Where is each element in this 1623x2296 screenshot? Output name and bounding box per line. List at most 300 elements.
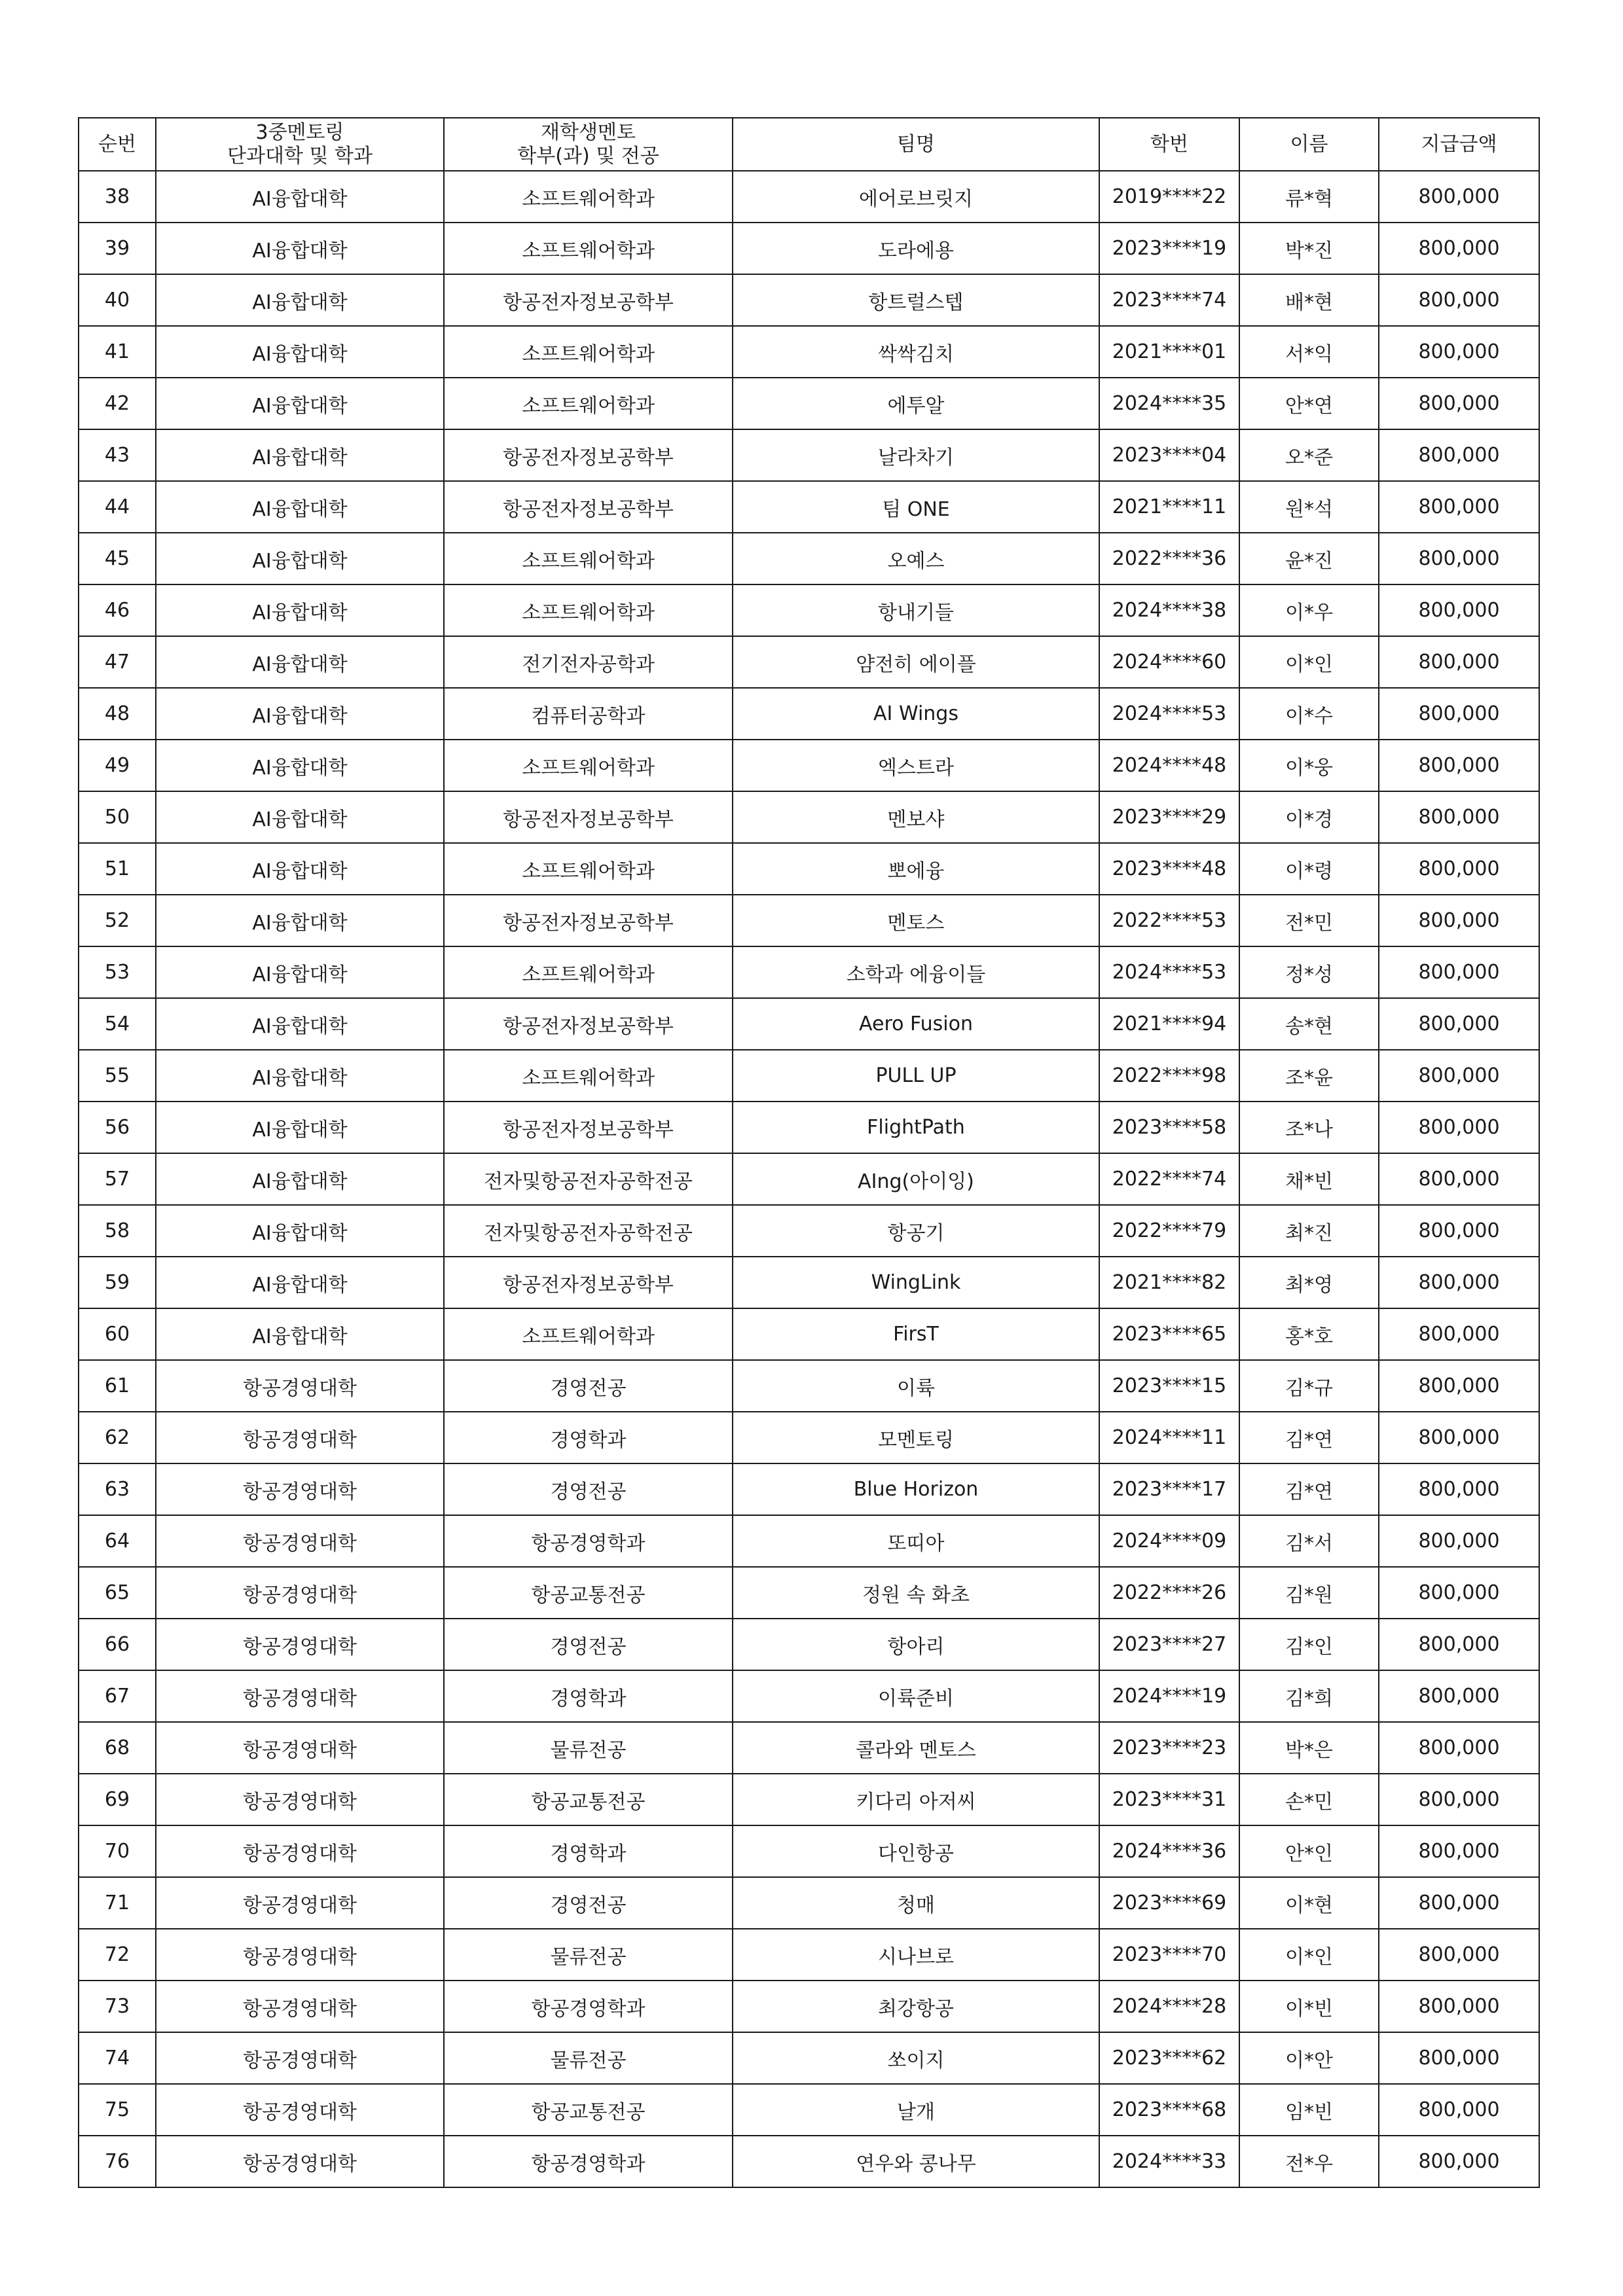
cell-student-id: 2023****69: [1099, 1877, 1239, 1929]
cell-dept: 물류전공: [444, 1722, 733, 1774]
cell-seq: 75: [79, 2084, 156, 2136]
cell-college: AI융합대학: [156, 481, 444, 533]
cell-team: 이륙준비: [733, 1670, 1099, 1722]
cell-dept: 항공교통전공: [444, 2084, 733, 2136]
cell-dept: 물류전공: [444, 2032, 733, 2084]
cell-amount: 800,000: [1379, 1257, 1539, 1308]
table-row: [79, 326, 1539, 378]
cell-student-id: 2024****36: [1099, 1825, 1239, 1877]
cell-team: 청매: [733, 1877, 1099, 1929]
cell-seq: 58: [79, 1205, 156, 1257]
cell-student-id: 2024****19: [1099, 1670, 1239, 1722]
cell-college: 항공경영대학: [156, 1981, 444, 2032]
cell-amount: 800,000: [1379, 1722, 1539, 1774]
cell-amount: 800,000: [1379, 2032, 1539, 2084]
cell-dept: 항공전자정보공학부: [444, 998, 733, 1050]
cell-dept: 소프트웨어학과: [444, 533, 733, 584]
cell-team: 콜라와 멘토스: [733, 1722, 1099, 1774]
cell-team: Aero Fusion: [733, 998, 1099, 1050]
header-name: 이름: [1239, 118, 1379, 171]
cell-college: AI융합대학: [156, 533, 444, 584]
cell-student-id: 2023****29: [1099, 791, 1239, 843]
cell-dept: 소프트웨어학과: [444, 223, 733, 274]
table-row: [79, 1619, 1539, 1670]
cell-team: 오예스: [733, 533, 1099, 584]
cell-college: AI융합대학: [156, 1050, 444, 1102]
cell-name: 안*인: [1239, 1825, 1379, 1877]
cell-college: 항공경영대학: [156, 1360, 444, 1412]
cell-team: 연우와 콩나무: [733, 2136, 1099, 2187]
cell-amount: 800,000: [1379, 1050, 1539, 1102]
cell-amount: 800,000: [1379, 1153, 1539, 1205]
table-body: [79, 171, 1539, 2187]
cell-college: AI융합대학: [156, 223, 444, 274]
cell-amount: 800,000: [1379, 688, 1539, 740]
table-row: [79, 1877, 1539, 1929]
cell-college: AI융합대학: [156, 274, 444, 326]
table-row: [79, 223, 1539, 274]
cell-dept: 항공전자정보공학부: [444, 791, 733, 843]
cell-student-id: 2023****19: [1099, 223, 1239, 274]
cell-seq: 62: [79, 1412, 156, 1463]
cell-amount: 800,000: [1379, 223, 1539, 274]
cell-team: 팀 ONE: [733, 481, 1099, 533]
cell-seq: 49: [79, 740, 156, 791]
cell-college: AI융합대학: [156, 1153, 444, 1205]
cell-name: 김*희: [1239, 1670, 1379, 1722]
cell-team: 모멘토링: [733, 1412, 1099, 1463]
header-dept-line2: 학부(과) 및 전공: [517, 144, 659, 168]
cell-team: 다인항공: [733, 1825, 1099, 1877]
cell-name: 박*은: [1239, 1722, 1379, 1774]
cell-name: 이*빈: [1239, 1981, 1379, 2032]
cell-name: 이*안: [1239, 2032, 1379, 2084]
cell-student-id: 2022****74: [1099, 1153, 1239, 1205]
cell-name: 김*연: [1239, 1412, 1379, 1463]
cell-college: 항공경영대학: [156, 2084, 444, 2136]
cell-team: 뽀에융: [733, 843, 1099, 895]
cell-college: AI융합대학: [156, 946, 444, 998]
cell-seq: 45: [79, 533, 156, 584]
cell-dept: 소프트웨어학과: [444, 326, 733, 378]
cell-amount: 800,000: [1379, 1463, 1539, 1515]
table-row: [79, 1308, 1539, 1360]
cell-team: 날개: [733, 2084, 1099, 2136]
cell-dept: 항공전자정보공학부: [444, 1102, 733, 1153]
table-row: [79, 791, 1539, 843]
cell-student-id: 2019****22: [1099, 171, 1239, 223]
cell-seq: 73: [79, 1981, 156, 2032]
table-row: [79, 1463, 1539, 1515]
cell-student-id: 2023****27: [1099, 1619, 1239, 1670]
cell-amount: 800,000: [1379, 1205, 1539, 1257]
cell-dept: 항공경영학과: [444, 2136, 733, 2187]
cell-student-id: 2022****79: [1099, 1205, 1239, 1257]
cell-dept: 항공경영학과: [444, 1981, 733, 2032]
cell-name: 이*우: [1239, 584, 1379, 636]
cell-student-id: 2024****53: [1099, 946, 1239, 998]
cell-name: 윤*진: [1239, 533, 1379, 584]
table-row: [79, 1929, 1539, 1981]
cell-team: 항내기들: [733, 584, 1099, 636]
cell-team: 키다리 아저씨: [733, 1774, 1099, 1825]
cell-dept: 물류전공: [444, 1929, 733, 1981]
cell-seq: 74: [79, 2032, 156, 2084]
cell-seq: 54: [79, 998, 156, 1050]
cell-student-id: 2021****82: [1099, 1257, 1239, 1308]
cell-name: 최*진: [1239, 1205, 1379, 1257]
cell-college: AI융합대학: [156, 843, 444, 895]
cell-name: 전*민: [1239, 895, 1379, 946]
cell-team: WingLink: [733, 1257, 1099, 1308]
cell-student-id: 2023****15: [1099, 1360, 1239, 1412]
cell-student-id: 2023****17: [1099, 1463, 1239, 1515]
table-header-row: [79, 118, 1539, 171]
cell-college: AI융합대학: [156, 1205, 444, 1257]
table-row: [79, 843, 1539, 895]
cell-dept: 소프트웨어학과: [444, 1050, 733, 1102]
cell-seq: 76: [79, 2136, 156, 2187]
cell-dept: 전자및항공전자공학전공: [444, 1153, 733, 1205]
cell-dept: 전자및항공전자공학전공: [444, 1205, 733, 1257]
cell-team: 멘보샤: [733, 791, 1099, 843]
cell-college: 항공경영대학: [156, 1619, 444, 1670]
cell-amount: 800,000: [1379, 533, 1539, 584]
cell-name: 김*규: [1239, 1360, 1379, 1412]
cell-college: 항공경영대학: [156, 1929, 444, 1981]
table-row: [79, 2084, 1539, 2136]
table-row: [79, 1050, 1539, 1102]
cell-student-id: 2024****28: [1099, 1981, 1239, 2032]
cell-amount: 800,000: [1379, 1774, 1539, 1825]
cell-amount: 800,000: [1379, 378, 1539, 429]
cell-seq: 46: [79, 584, 156, 636]
table-row: [79, 1825, 1539, 1877]
table-row: [79, 1153, 1539, 1205]
cell-amount: 800,000: [1379, 791, 1539, 843]
table-row: [79, 429, 1539, 481]
cell-team: 이륙: [733, 1360, 1099, 1412]
cell-dept: 소프트웨어학과: [444, 584, 733, 636]
cell-amount: 800,000: [1379, 740, 1539, 791]
cell-dept: 소프트웨어학과: [444, 171, 733, 223]
cell-student-id: 2022****36: [1099, 533, 1239, 584]
cell-amount: 800,000: [1379, 998, 1539, 1050]
cell-college: AI융합대학: [156, 584, 444, 636]
cell-student-id: 2023****62: [1099, 2032, 1239, 2084]
cell-seq: 44: [79, 481, 156, 533]
table-row: [79, 1515, 1539, 1567]
cell-name: 원*석: [1239, 481, 1379, 533]
table-row: [79, 1981, 1539, 2032]
cell-team: 엑스트라: [733, 740, 1099, 791]
cell-team: 도라에용: [733, 223, 1099, 274]
cell-team: 쏘이지: [733, 2032, 1099, 2084]
cell-seq: 59: [79, 1257, 156, 1308]
cell-amount: 800,000: [1379, 1360, 1539, 1412]
cell-name: 서*익: [1239, 326, 1379, 378]
table-row: [79, 171, 1539, 223]
cell-college: AI융합대학: [156, 1102, 444, 1153]
cell-seq: 40: [79, 274, 156, 326]
cell-college: AI융합대학: [156, 1308, 444, 1360]
cell-dept: 경영학과: [444, 1825, 733, 1877]
cell-team: 또띠아: [733, 1515, 1099, 1567]
cell-seq: 56: [79, 1102, 156, 1153]
cell-amount: 800,000: [1379, 1981, 1539, 2032]
cell-team: AI Wings: [733, 688, 1099, 740]
cell-seq: 68: [79, 1722, 156, 1774]
cell-seq: 50: [79, 791, 156, 843]
cell-amount: 800,000: [1379, 481, 1539, 533]
cell-name: 이*령: [1239, 843, 1379, 895]
cell-college: AI융합대학: [156, 1257, 444, 1308]
table-row: [79, 2032, 1539, 2084]
table-row: [79, 1257, 1539, 1308]
cell-name: 조*나: [1239, 1102, 1379, 1153]
cell-seq: 70: [79, 1825, 156, 1877]
cell-amount: 800,000: [1379, 843, 1539, 895]
cell-name: 정*성: [1239, 946, 1379, 998]
table-row: [79, 740, 1539, 791]
cell-student-id: 2022****53: [1099, 895, 1239, 946]
cell-student-id: 2023****04: [1099, 429, 1239, 481]
cell-college: 항공경영대학: [156, 1722, 444, 1774]
cell-college: 항공경영대학: [156, 1670, 444, 1722]
cell-team: 에어로브릿지: [733, 171, 1099, 223]
cell-team: 최강항공: [733, 1981, 1099, 2032]
cell-college: 항공경영대학: [156, 1774, 444, 1825]
cell-student-id: 2024****53: [1099, 688, 1239, 740]
table-row: [79, 1205, 1539, 1257]
table-row: [79, 533, 1539, 584]
cell-student-id: 2024****48: [1099, 740, 1239, 791]
header-dept-line1: 재학생멘토: [541, 120, 636, 144]
cell-team: 항공기: [733, 1205, 1099, 1257]
cell-seq: 55: [79, 1050, 156, 1102]
cell-seq: 66: [79, 1619, 156, 1670]
table-row: [79, 1567, 1539, 1619]
cell-amount: 800,000: [1379, 946, 1539, 998]
table-row: [79, 2136, 1539, 2187]
cell-seq: 48: [79, 688, 156, 740]
header-seq: 순번: [79, 118, 156, 171]
cell-name: 배*현: [1239, 274, 1379, 326]
table-row: [79, 998, 1539, 1050]
cell-team: 항아리: [733, 1619, 1099, 1670]
cell-student-id: 2024****35: [1099, 378, 1239, 429]
cell-name: 류*혁: [1239, 171, 1379, 223]
cell-seq: 53: [79, 946, 156, 998]
table-row: [79, 1722, 1539, 1774]
cell-team: FirsT: [733, 1308, 1099, 1360]
cell-amount: 800,000: [1379, 2084, 1539, 2136]
cell-amount: 800,000: [1379, 1515, 1539, 1567]
cell-team: 싹싹김치: [733, 326, 1099, 378]
cell-college: AI융합대학: [156, 740, 444, 791]
cell-amount: 800,000: [1379, 895, 1539, 946]
cell-team: 정원 속 화초: [733, 1567, 1099, 1619]
table-row: [79, 584, 1539, 636]
cell-dept: 소프트웨어학과: [444, 1308, 733, 1360]
cell-college: 항공경영대학: [156, 1515, 444, 1567]
cell-amount: 800,000: [1379, 1670, 1539, 1722]
cell-name: 안*연: [1239, 378, 1379, 429]
cell-name: 조*윤: [1239, 1050, 1379, 1102]
cell-amount: 800,000: [1379, 326, 1539, 378]
cell-college: AI융합대학: [156, 895, 444, 946]
cell-name: 김*연: [1239, 1463, 1379, 1515]
cell-seq: 65: [79, 1567, 156, 1619]
cell-name: 임*빈: [1239, 2084, 1379, 2136]
cell-college: AI융합대학: [156, 791, 444, 843]
cell-seq: 67: [79, 1670, 156, 1722]
cell-team: 얌전히 에이플: [733, 636, 1099, 688]
cell-seq: 64: [79, 1515, 156, 1567]
cell-name: 전*우: [1239, 2136, 1379, 2187]
cell-name: 오*준: [1239, 429, 1379, 481]
cell-amount: 800,000: [1379, 584, 1539, 636]
cell-college: AI융합대학: [156, 998, 444, 1050]
cell-student-id: 2023****31: [1099, 1774, 1239, 1825]
cell-college: 항공경영대학: [156, 2136, 444, 2187]
cell-dept: 항공교통전공: [444, 1774, 733, 1825]
cell-amount: 800,000: [1379, 429, 1539, 481]
table-row: [79, 946, 1539, 998]
header-college: [156, 118, 444, 171]
cell-student-id: 2024****38: [1099, 584, 1239, 636]
cell-seq: 41: [79, 326, 156, 378]
table-row: [79, 1102, 1539, 1153]
cell-amount: 800,000: [1379, 1877, 1539, 1929]
cell-dept: 소프트웨어학과: [444, 740, 733, 791]
cell-seq: 47: [79, 636, 156, 688]
cell-name: 김*인: [1239, 1619, 1379, 1670]
cell-college: AI융합대학: [156, 429, 444, 481]
cell-seq: 69: [79, 1774, 156, 1825]
cell-student-id: 2021****01: [1099, 326, 1239, 378]
table-row: [79, 378, 1539, 429]
cell-amount: 800,000: [1379, 1102, 1539, 1153]
cell-student-id: 2024****09: [1099, 1515, 1239, 1567]
cell-student-id: 2023****74: [1099, 274, 1239, 326]
header-dept: [444, 118, 733, 171]
cell-amount: 800,000: [1379, 636, 1539, 688]
cell-college: 항공경영대학: [156, 1825, 444, 1877]
cell-name: 홍*호: [1239, 1308, 1379, 1360]
cell-dept: 항공전자정보공학부: [444, 274, 733, 326]
cell-student-id: 2023****23: [1099, 1722, 1239, 1774]
cell-dept: 항공전자정보공학부: [444, 895, 733, 946]
cell-seq: 60: [79, 1308, 156, 1360]
cell-seq: 39: [79, 223, 156, 274]
cell-seq: 43: [79, 429, 156, 481]
cell-name: 이*현: [1239, 1877, 1379, 1929]
cell-college: 항공경영대학: [156, 1567, 444, 1619]
cell-dept: 항공교통전공: [444, 1567, 733, 1619]
cell-name: 김*원: [1239, 1567, 1379, 1619]
cell-dept: 경영학과: [444, 1412, 733, 1463]
table-row: [79, 481, 1539, 533]
cell-team: 항트럴스텝: [733, 274, 1099, 326]
cell-name: 손*민: [1239, 1774, 1379, 1825]
cell-college: 항공경영대학: [156, 1877, 444, 1929]
cell-dept: 항공경영학과: [444, 1515, 733, 1567]
payment-table: [78, 117, 1540, 2188]
table-row: [79, 1774, 1539, 1825]
cell-name: 이*인: [1239, 636, 1379, 688]
table-row: [79, 1360, 1539, 1412]
cell-amount: 800,000: [1379, 171, 1539, 223]
cell-name: 채*빈: [1239, 1153, 1379, 1205]
cell-student-id: 2023****65: [1099, 1308, 1239, 1360]
cell-student-id: 2024****60: [1099, 636, 1239, 688]
cell-dept: 항공전자정보공학부: [444, 429, 733, 481]
cell-student-id: 2024****33: [1099, 2136, 1239, 2187]
cell-college: 항공경영대학: [156, 1412, 444, 1463]
cell-student-id: 2024****11: [1099, 1412, 1239, 1463]
table-row: [79, 1670, 1539, 1722]
cell-student-id: 2022****98: [1099, 1050, 1239, 1102]
cell-name: 최*영: [1239, 1257, 1379, 1308]
cell-name: 이*수: [1239, 688, 1379, 740]
cell-dept: 소프트웨어학과: [444, 378, 733, 429]
cell-team: 날라차기: [733, 429, 1099, 481]
table-row: [79, 1412, 1539, 1463]
cell-amount: 800,000: [1379, 1567, 1539, 1619]
cell-seq: 42: [79, 378, 156, 429]
cell-dept: 경영전공: [444, 1360, 733, 1412]
cell-name: 송*현: [1239, 998, 1379, 1050]
cell-seq: 72: [79, 1929, 156, 1981]
cell-amount: 800,000: [1379, 1825, 1539, 1877]
cell-team: 에투알: [733, 378, 1099, 429]
header-team: 팀명: [733, 118, 1099, 171]
cell-student-id: 2021****11: [1099, 481, 1239, 533]
header-student-id: 학번: [1099, 118, 1239, 171]
cell-student-id: 2023****48: [1099, 843, 1239, 895]
cell-dept: 경영전공: [444, 1877, 733, 1929]
cell-college: 항공경영대학: [156, 2032, 444, 2084]
cell-amount: 800,000: [1379, 274, 1539, 326]
header-college-line2: 단과대학 및 학과: [227, 144, 373, 168]
cell-seq: 38: [79, 171, 156, 223]
table-row: [79, 688, 1539, 740]
cell-seq: 57: [79, 1153, 156, 1205]
cell-seq: 51: [79, 843, 156, 895]
cell-name: 김*서: [1239, 1515, 1379, 1567]
cell-team: 시나브로: [733, 1929, 1099, 1981]
header-college-line1: 3중멘토링: [255, 120, 344, 144]
cell-amount: 800,000: [1379, 1412, 1539, 1463]
cell-college: AI융합대학: [156, 688, 444, 740]
cell-name: 이*경: [1239, 791, 1379, 843]
cell-dept: 경영전공: [444, 1463, 733, 1515]
cell-seq: 52: [79, 895, 156, 946]
cell-team: Blue Horizon: [733, 1463, 1099, 1515]
cell-student-id: 2022****26: [1099, 1567, 1239, 1619]
cell-student-id: 2023****58: [1099, 1102, 1239, 1153]
cell-team: 소학과 에융이들: [733, 946, 1099, 998]
cell-team: FlightPath: [733, 1102, 1099, 1153]
cell-seq: 61: [79, 1360, 156, 1412]
cell-college: AI융합대학: [156, 378, 444, 429]
cell-college: 항공경영대학: [156, 1463, 444, 1515]
cell-team: AIng(아이잉): [733, 1153, 1099, 1205]
cell-dept: 항공전자정보공학부: [444, 1257, 733, 1308]
cell-name: 이*웅: [1239, 740, 1379, 791]
cell-dept: 경영학과: [444, 1670, 733, 1722]
